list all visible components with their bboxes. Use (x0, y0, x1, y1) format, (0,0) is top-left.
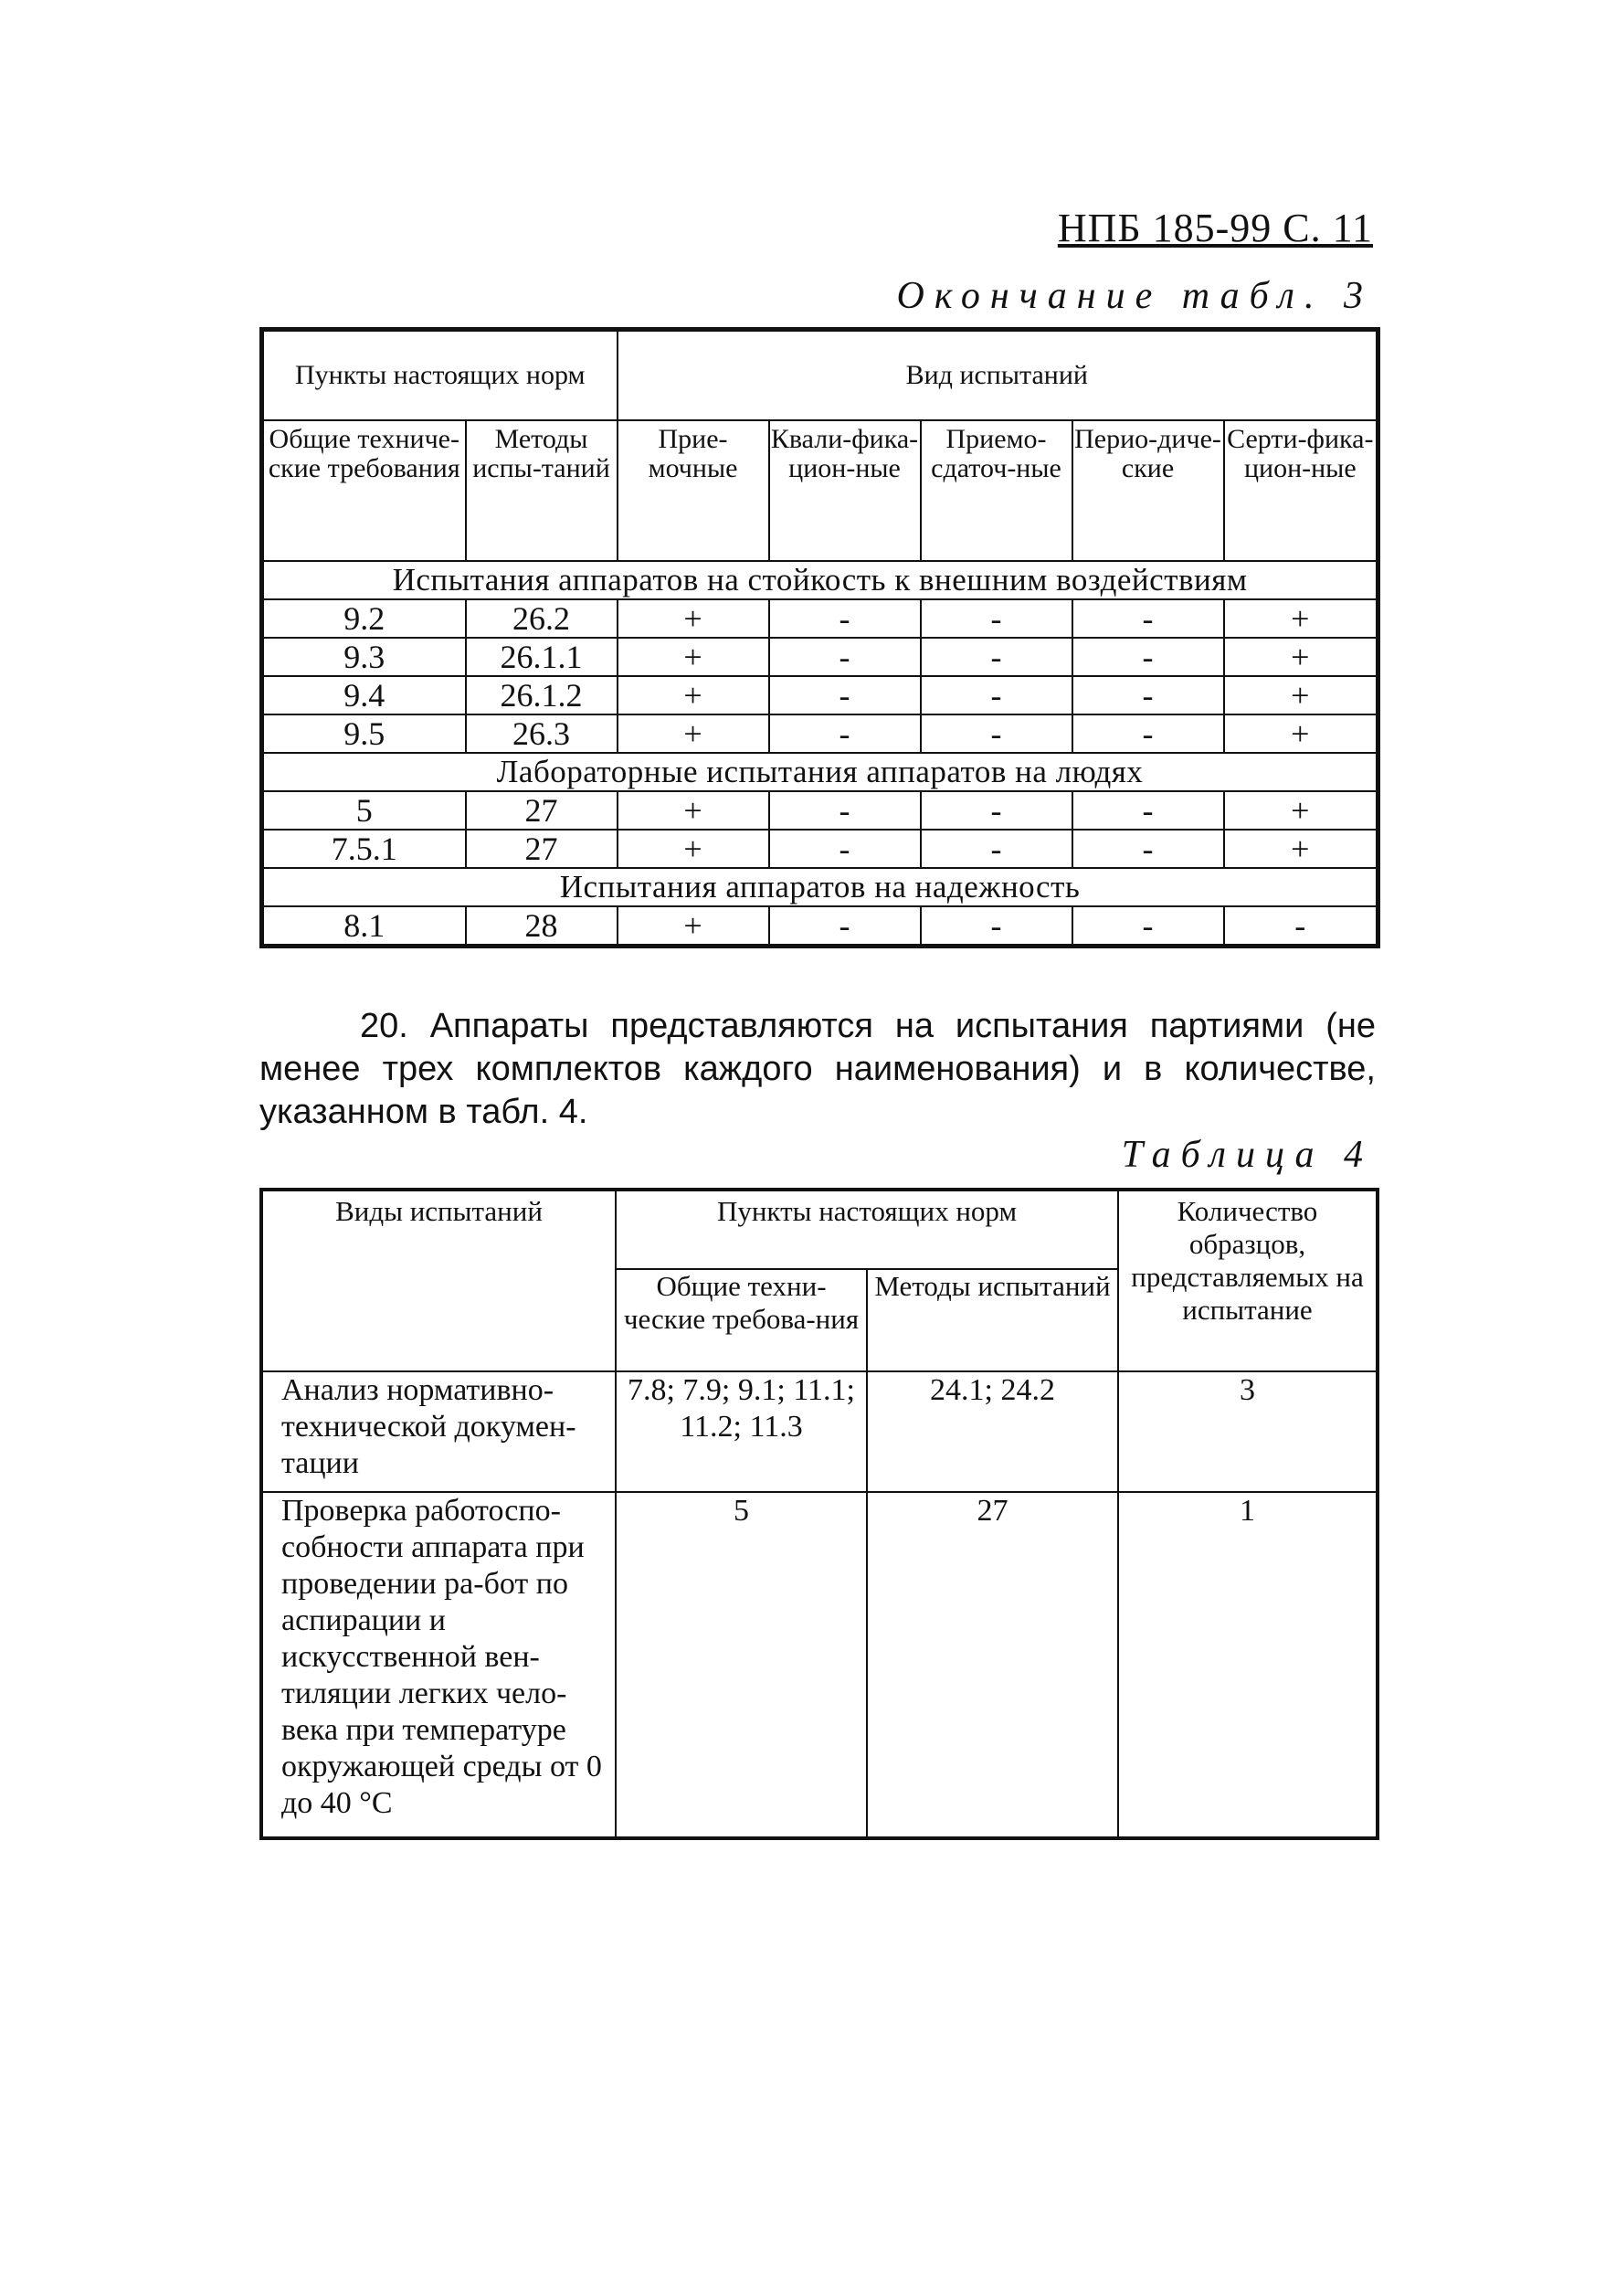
table3-cell: 9.2 (262, 599, 466, 638)
table3-cell: - (769, 791, 921, 830)
table3-header-tests: Вид испытаний (618, 330, 1378, 421)
table3-cell: + (618, 714, 769, 753)
table4-cell-quantity: 3 (1118, 1371, 1378, 1492)
table3-cell: + (618, 676, 769, 714)
table3-cell: - (769, 676, 921, 714)
table3-cell: - (921, 791, 1072, 830)
table3-cell: 28 (466, 906, 618, 947)
table3 (259, 327, 1380, 948)
table3-cell: 9.5 (262, 714, 466, 753)
table3-cell: + (1224, 791, 1378, 830)
table3-cell: - (921, 638, 1072, 676)
table3-cell: - (921, 830, 1072, 868)
table3-cell: - (769, 906, 921, 947)
table3-cell: - (769, 599, 921, 638)
table3-cell: - (921, 714, 1072, 753)
table3-col-header: Прие-мочные (618, 420, 769, 561)
table3-cell: 26.2 (466, 599, 618, 638)
table3-row (262, 599, 1378, 638)
table3-row (262, 676, 1378, 714)
table3-row (262, 830, 1378, 868)
table3-row (262, 791, 1378, 830)
table3-col-header: Приемо-сдаточ-ные (921, 420, 1072, 561)
table4-cell-methods: 27 (867, 1492, 1118, 1838)
table3-cell: - (921, 676, 1072, 714)
table3-cell: - (1072, 676, 1224, 714)
table4-cell-methods: 24.1; 24.2 (867, 1371, 1118, 1492)
table3-col-header: Серти-фика-цион-ные (1224, 420, 1378, 561)
table3-cell: 7.5.1 (262, 830, 466, 868)
table4-row (261, 1492, 1378, 1838)
table3-cell: - (769, 714, 921, 753)
table3-section-title: Испытания аппаратов на надежность (262, 868, 1378, 906)
table3-cell: + (1224, 830, 1378, 868)
table3-cell: - (1072, 599, 1224, 638)
table3-cell: + (618, 599, 769, 638)
table4-caption: Таблица 4 (1121, 1134, 1373, 1176)
table3-col-header: Перио-диче-ские (1072, 420, 1224, 561)
table3-cell: + (618, 830, 769, 868)
table3-row (262, 714, 1378, 753)
table4-cell-quantity: 1 (1118, 1492, 1378, 1838)
table4-header-types: Виды испытаний (261, 1190, 616, 1371)
table3-cell: 27 (466, 830, 618, 868)
page-header: НПБ 185-99 С. 11 (1057, 206, 1373, 250)
table4-header-quantity: Количество образцов, представляемых на испытание (1118, 1190, 1378, 1371)
table3-cell: + (1224, 638, 1378, 676)
table3-cell: + (618, 638, 769, 676)
table4-cell-general: 5 (616, 1492, 867, 1838)
table3-section-title: Лабораторные испытания аппаратов на людях (262, 753, 1378, 791)
table3-cell: + (618, 791, 769, 830)
table3-cell: 26.1.1 (466, 638, 618, 676)
table4-header-general: Общие техни-ческие требова-ния (616, 1269, 867, 1371)
table4-cell-type: Анализ нормативно-технической докумен-тации (261, 1371, 616, 1492)
table3-header-points: Пункты настоящих норм (262, 330, 618, 421)
table3-row (262, 906, 1378, 947)
table4-cell-general: 7.8; 7.9; 9.1; 11.1; 11.2; 11.3 (616, 1371, 867, 1492)
table3-caption: Окончание табл. 3 (896, 275, 1373, 317)
table4-header-points: Пункты настоящих норм (616, 1190, 1118, 1269)
table4-cell-type: Проверка работоспо-собности аппарата при проведении ра-бот по аспирации и искусственной вен-тиляции легких чело-века при температуре окружающей среды от 0 до 40 °С (261, 1492, 616, 1838)
table3-cell: + (1224, 676, 1378, 714)
table4-header-methods: Методы испытаний (867, 1269, 1118, 1371)
table3-cell: + (1224, 714, 1378, 753)
table3-cell: 27 (466, 791, 618, 830)
table3-cell: - (921, 906, 1072, 947)
table3-col-header: Общие техниче-ские требования (262, 420, 466, 561)
table3-cell: - (1072, 906, 1224, 947)
table3-cell: 9.4 (262, 676, 466, 714)
table4 (259, 1188, 1379, 1840)
table3-cell: - (1072, 830, 1224, 868)
table3-cell: - (1072, 638, 1224, 676)
table3-col-header: Квали-фика-цион-ные (769, 420, 921, 561)
paragraph-20: 20. Аппараты представляются на испытания партиями (не менее трех комплектов каждого наименования) и в количестве, указанном в табл. 4. (259, 1007, 1376, 1131)
table3-cell: - (1072, 791, 1224, 830)
table3-cell: - (1224, 906, 1378, 947)
table3-cell: 8.1 (262, 906, 466, 947)
table3-cell: 5 (262, 791, 466, 830)
table3-section-title: Испытания аппаратов на стойкость к внешним воздействиям (262, 561, 1378, 599)
table3-cell: - (921, 599, 1072, 638)
table3-cell: 26.3 (466, 714, 618, 753)
table3-cell: - (769, 830, 921, 868)
table3-cell: + (1224, 599, 1378, 638)
table3-row (262, 638, 1378, 676)
table3-cell: - (769, 638, 921, 676)
table3-col-header: Методы испы-таний (466, 420, 618, 561)
table3-cell: + (618, 906, 769, 947)
table3-cell: - (1072, 714, 1224, 753)
table4-row (261, 1371, 1378, 1492)
table3-cell: 9.3 (262, 638, 466, 676)
table3-cell: 26.1.2 (466, 676, 618, 714)
